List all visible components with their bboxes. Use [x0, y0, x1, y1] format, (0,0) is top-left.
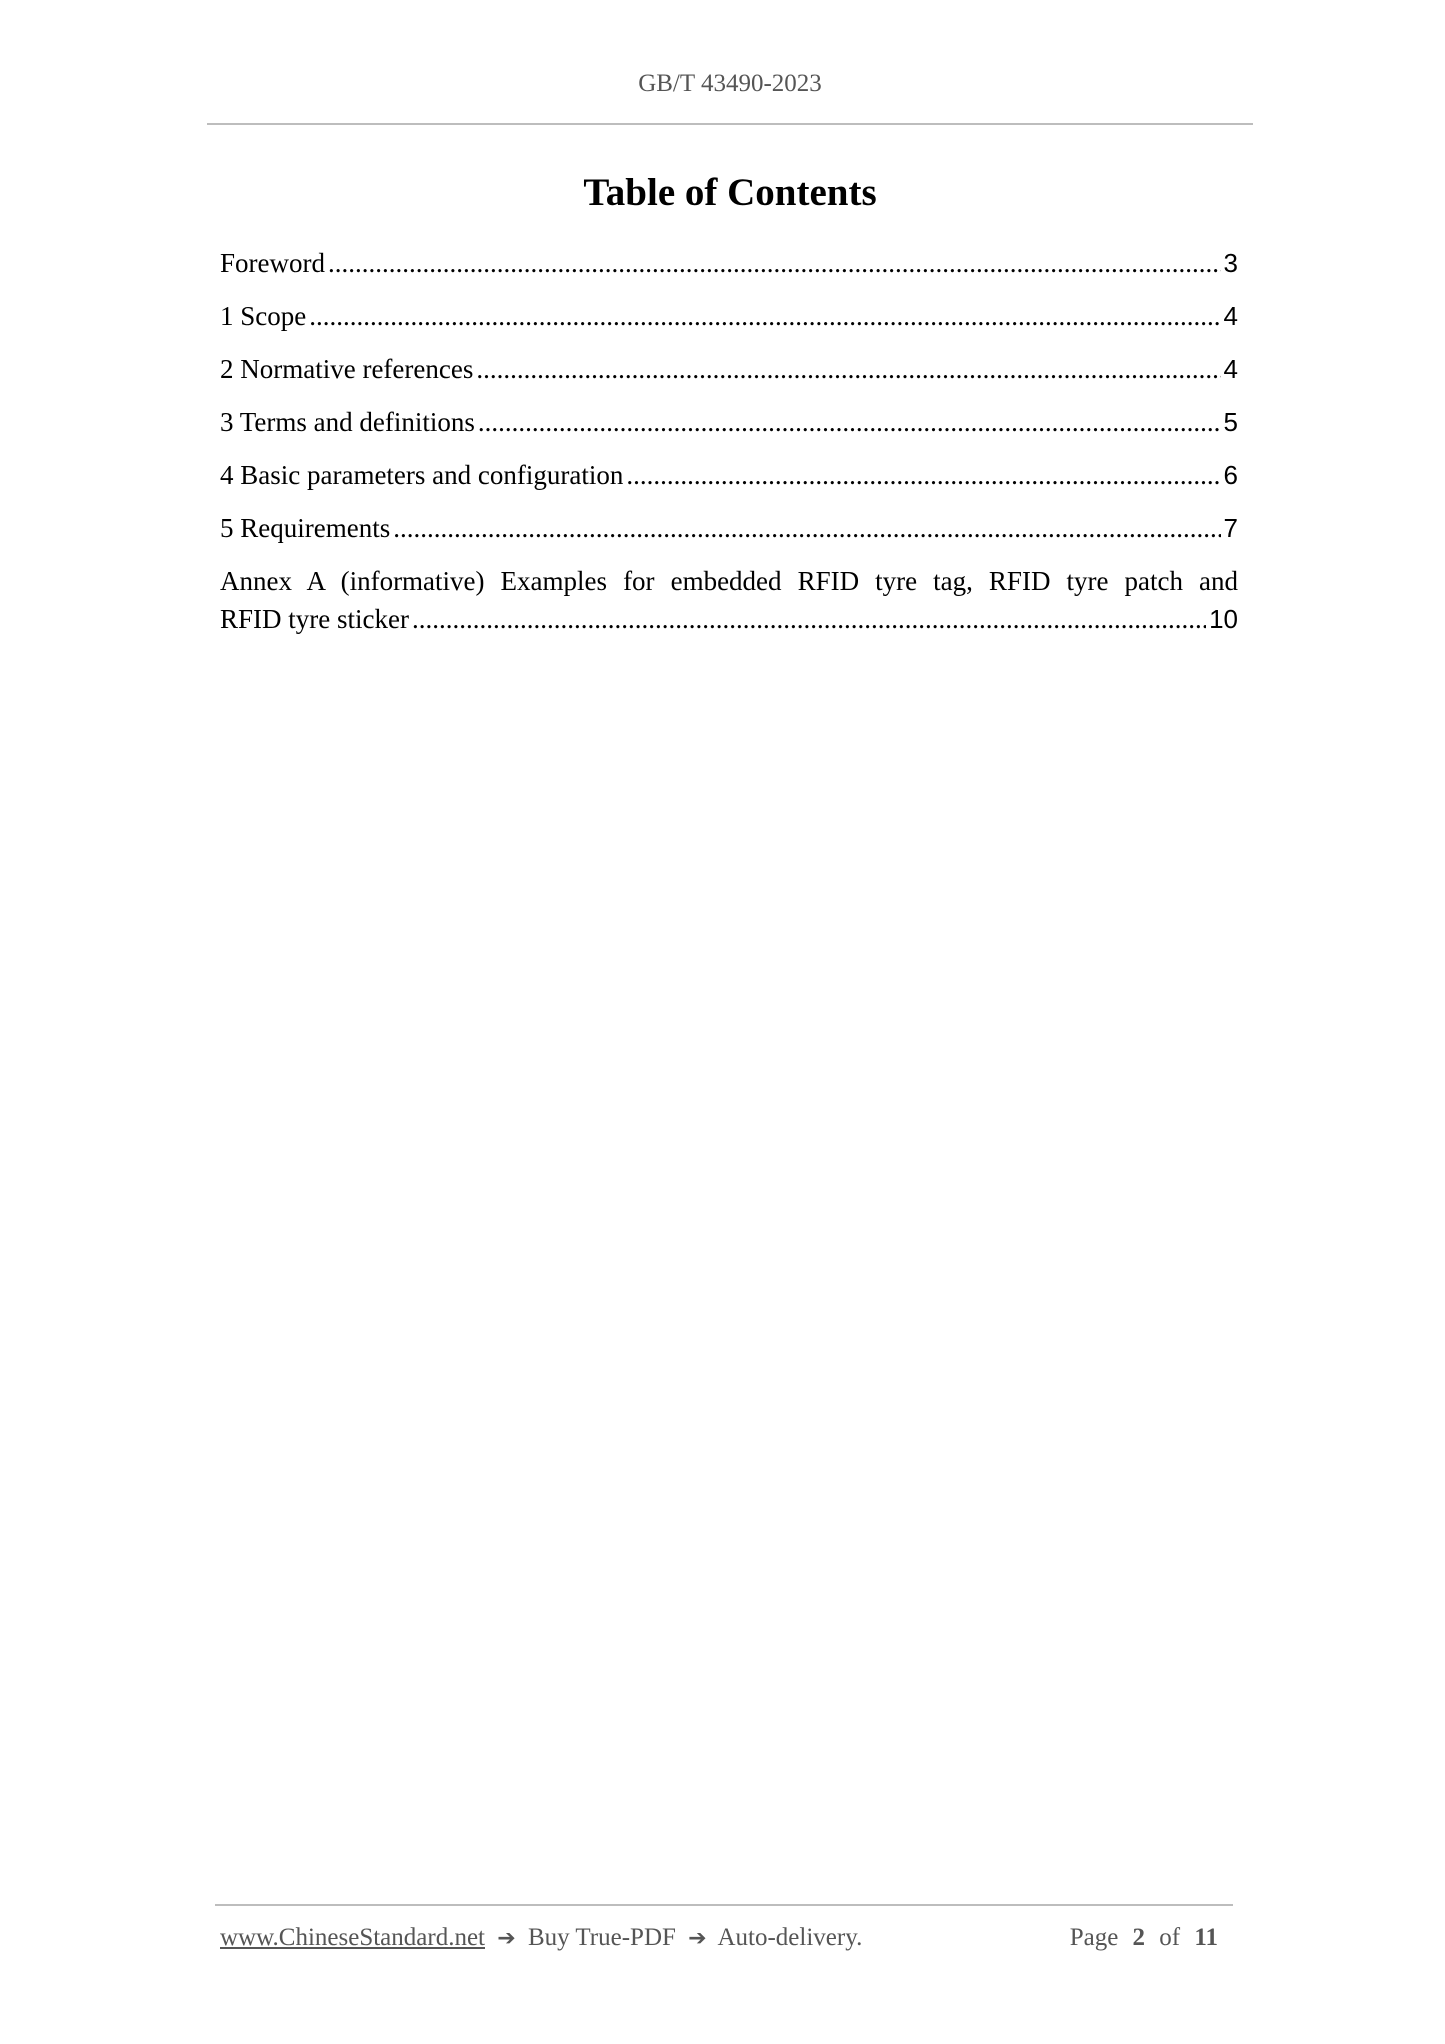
page-footer: [220, 1924, 1226, 1952]
toc-entry-page: 4: [1223, 301, 1238, 331]
footer-divider: [215, 1904, 1233, 1906]
dot-leader: [476, 350, 1220, 388]
dot-leader: [309, 297, 1220, 335]
dot-leader: [328, 244, 1221, 282]
delivery-text: Auto-delivery.: [717, 1924, 863, 1951]
right-arrow-icon: ➔: [688, 1926, 707, 1951]
header-divider: [207, 123, 1253, 125]
dot-leader: [626, 456, 1220, 494]
toc-entry-page: 6: [1223, 460, 1238, 490]
toc-entry-label: 4 Basic parameters and configuration: [220, 460, 624, 490]
footer-promo: [220, 1924, 862, 1952]
toc-entry-label: 3 Terms and definitions: [220, 407, 475, 437]
dot-leader: [393, 509, 1220, 547]
toc-entry-page: 5: [1223, 407, 1238, 437]
toc-entry-basic-parameters[interactable]: [220, 456, 1238, 494]
dot-leader: [478, 403, 1221, 441]
page-word: Page: [1069, 1924, 1119, 1951]
toc-entry-terms-definitions[interactable]: [220, 403, 1238, 441]
page-header: GB/T 43490-2023: [638, 70, 822, 97]
toc-entry-annex-a[interactable]: [220, 562, 1238, 638]
toc-entry-label: 2 Normative references: [220, 354, 474, 384]
toc-entry-normative-references[interactable]: [220, 350, 1238, 388]
toc-entry-label: Foreword: [220, 248, 325, 278]
right-arrow-icon: ➔: [497, 1926, 516, 1951]
page-number: [1070, 1924, 1226, 1952]
toc-entry-page: 7: [1223, 513, 1238, 543]
of-word: of: [1159, 1924, 1181, 1951]
site-link[interactable]: www.ChineseStandard.net: [220, 1924, 485, 1951]
toc-entry-label-line1: Annex A (informative) Examples for embedded RFID tyre tag, RFID tyre patch and: [220, 566, 1238, 596]
toc-entry-foreword[interactable]: [220, 244, 1238, 282]
toc-title: Table of Contents: [583, 171, 877, 214]
toc-entry-scope[interactable]: [220, 297, 1238, 335]
page-current: 2: [1132, 1924, 1146, 1951]
table-of-contents: [220, 244, 1238, 653]
page-total: 11: [1194, 1924, 1218, 1951]
toc-entry-page: 10: [1209, 604, 1238, 634]
toc-entry-label: 1 Scope: [220, 301, 307, 331]
dot-leader: [412, 600, 1206, 638]
buy-text: Buy True-PDF: [527, 1924, 676, 1951]
toc-entry-label-line2: RFID tyre sticker: [220, 604, 409, 634]
toc-entry-label: 5 Requirements: [220, 513, 391, 543]
toc-entry-line2: [220, 600, 1238, 638]
toc-entry-page: 4: [1223, 354, 1238, 384]
toc-entry-requirements[interactable]: [220, 509, 1238, 547]
toc-entry-page: 3: [1223, 248, 1238, 278]
